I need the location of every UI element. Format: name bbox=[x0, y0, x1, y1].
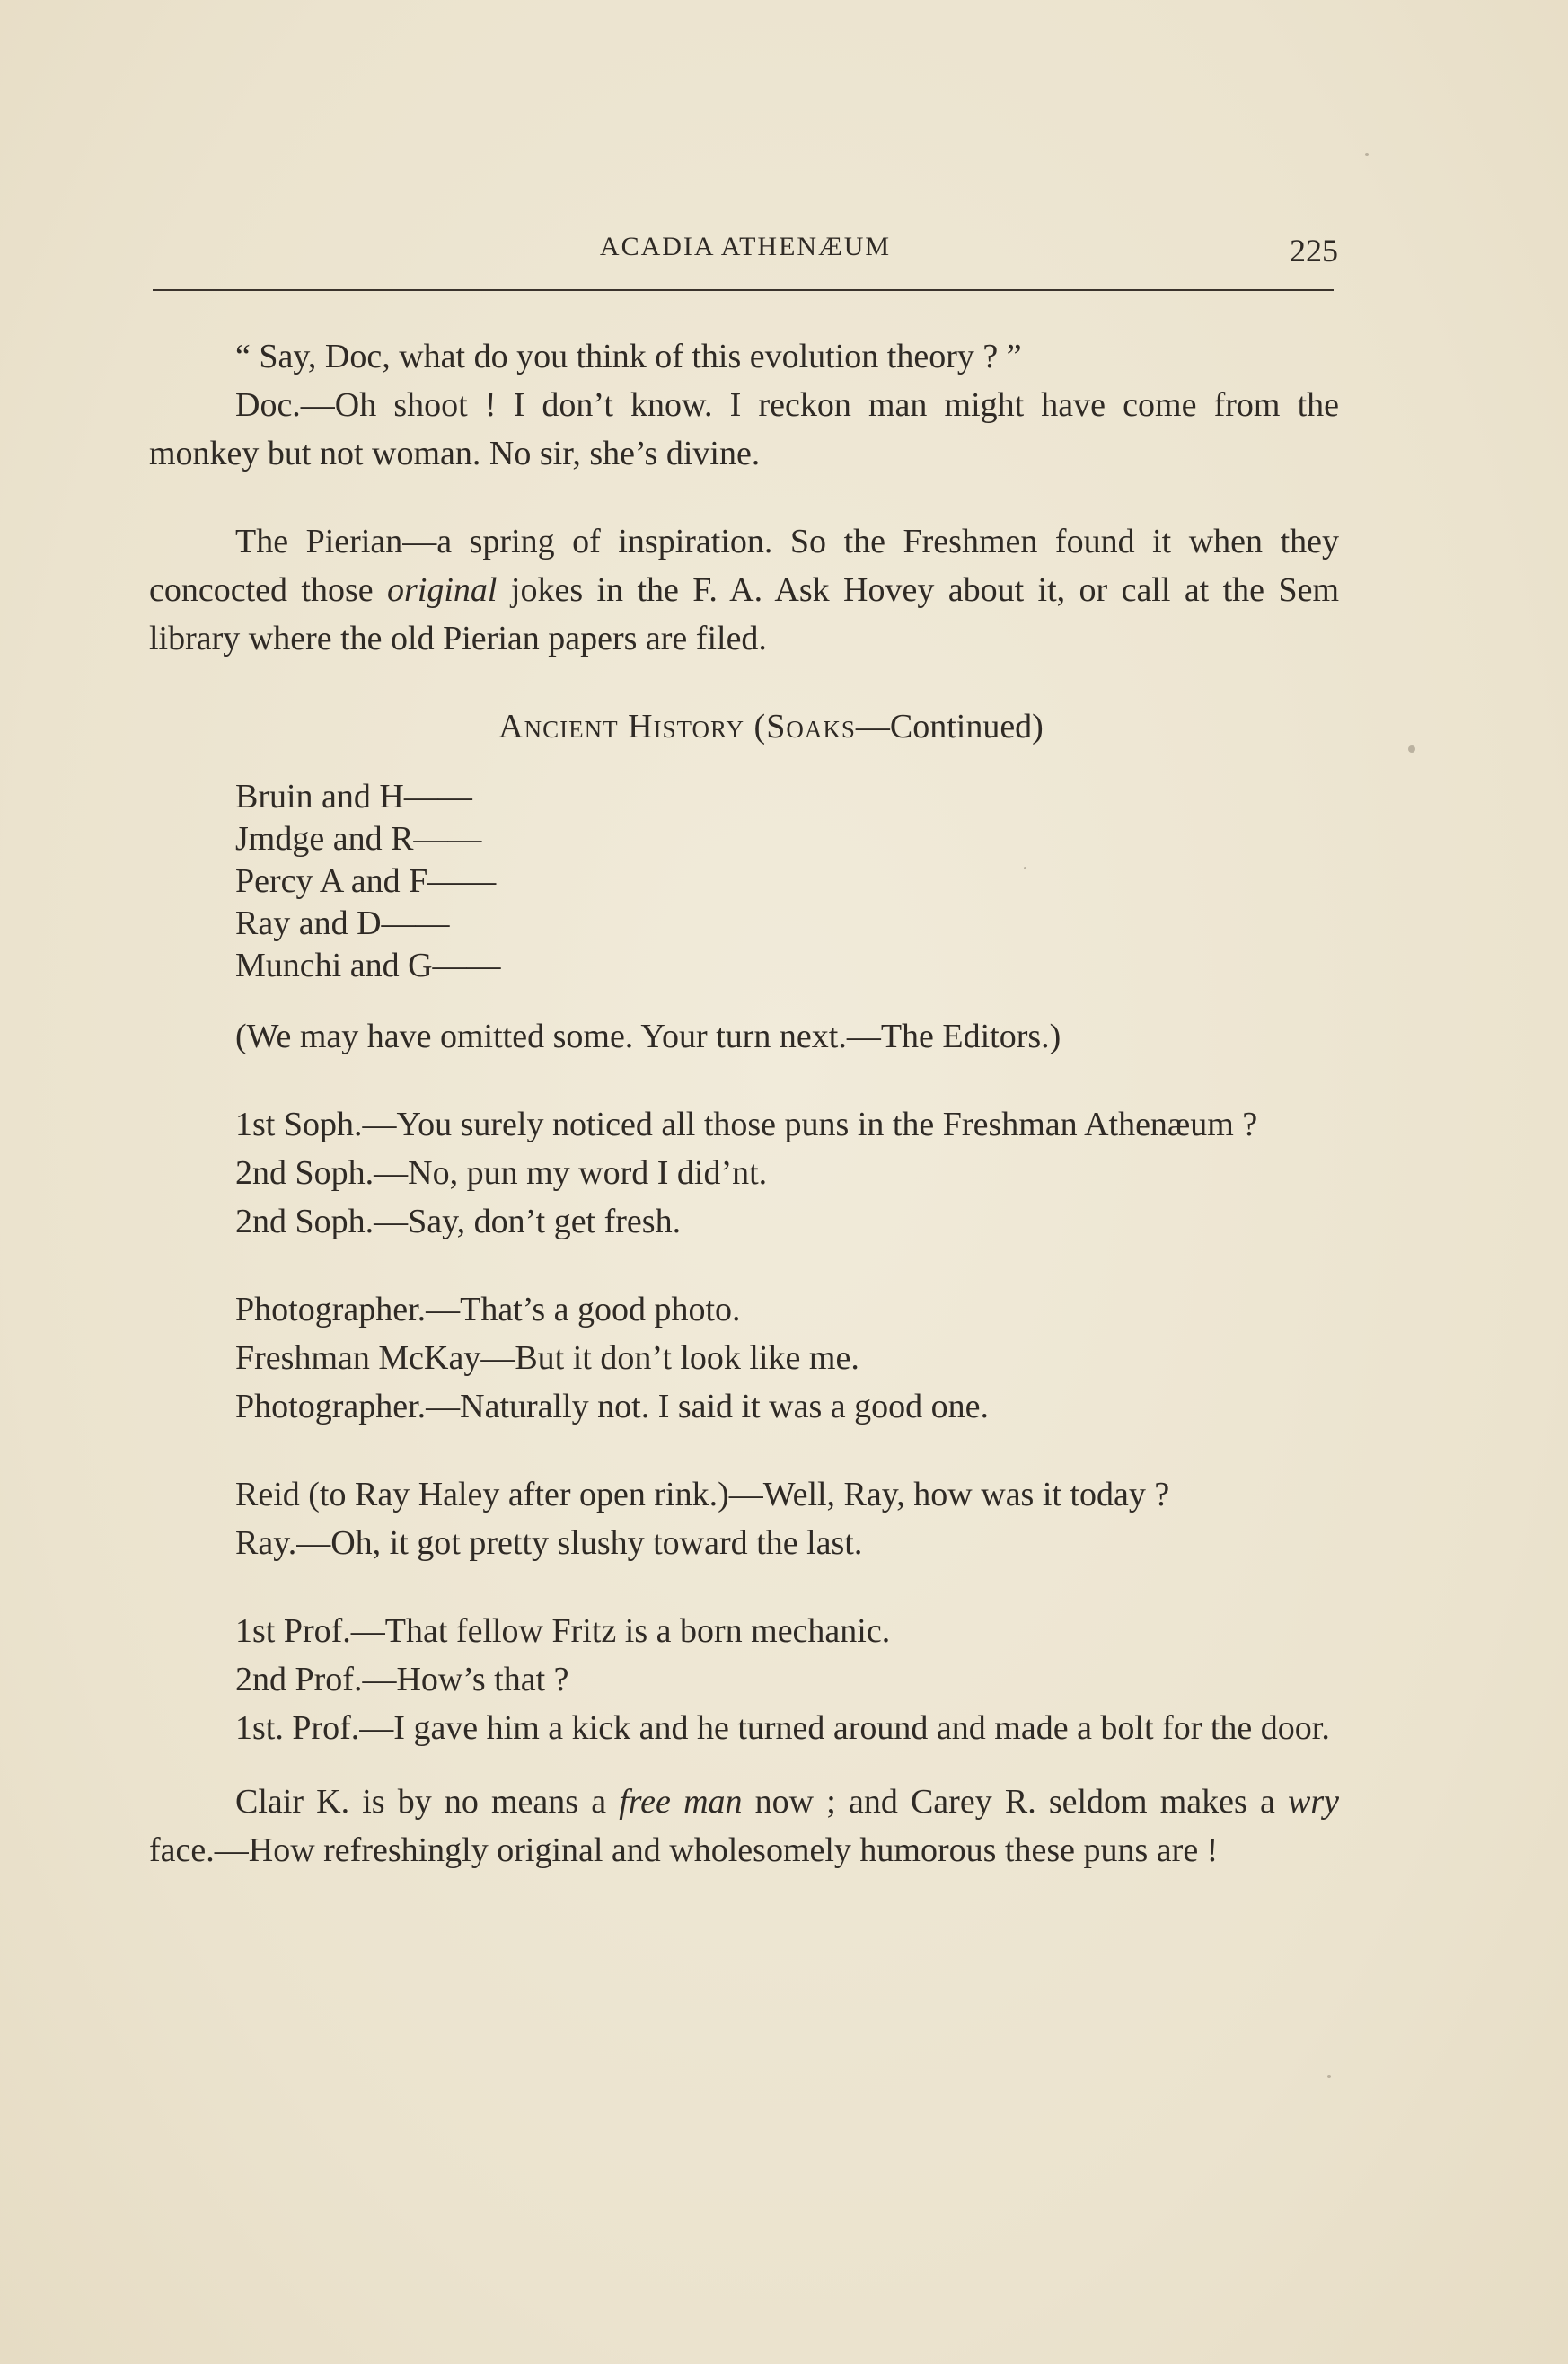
list-item: Ray and D—— bbox=[235, 904, 450, 942]
reid-line-2: Ray.—Oh, it got pretty slushy toward the last. bbox=[235, 1524, 863, 1562]
prof-line-1: 1st Prof.—That fellow Fritz is a born mechanic. bbox=[235, 1612, 891, 1650]
paper-speck bbox=[1327, 2075, 1331, 2078]
heading-part-b: (Soaks bbox=[744, 708, 856, 745]
page-body bbox=[149, 332, 1339, 1874]
clair-italic-2: wry bbox=[1288, 1783, 1339, 1821]
pierian-italic: original bbox=[387, 571, 498, 609]
journal-title: ACADIA ATHENÆUM bbox=[599, 232, 892, 261]
reid-line-1: Reid (to Ray Haley after open rink.)—Well, Ray, how was it today ? bbox=[235, 1476, 1170, 1513]
header-rule bbox=[153, 289, 1334, 291]
soph-line-1: 1st Soph.—You surely noticed all those puns in the Freshman Athenæum ? bbox=[235, 1106, 1258, 1143]
pierian-text-b: jokes in the F. A. Ask Hovey about it, or call at the Sem library where the old Pierian papers are filed. bbox=[149, 571, 1340, 657]
clair-text-a: Clair K. is by no means a bbox=[235, 1783, 620, 1821]
soph-line-2: 2nd Soph.—No, pun my word I did’nt. bbox=[235, 1154, 768, 1192]
list-item: Bruin and H—— bbox=[235, 778, 472, 816]
photo-line-2: Freshman McKay—But it don’t look like me. bbox=[235, 1339, 859, 1377]
running-header bbox=[153, 232, 1338, 277]
paper-speck bbox=[1408, 745, 1415, 753]
paper-speck bbox=[1024, 867, 1026, 869]
clair-italic-1: free man bbox=[619, 1783, 743, 1821]
soph-line-3: 2nd Soph.—Say, don’t get fresh. bbox=[235, 1203, 682, 1240]
evolution-question: “ Say, Doc, what do you think of this evolution theory ? ” bbox=[235, 338, 1022, 375]
ancient-history-heading bbox=[149, 702, 1339, 751]
prof-line-2: 2nd Prof.—How’s that ? bbox=[235, 1661, 569, 1698]
photo-line-3: Photographer.—Naturally not. I said it was a good one. bbox=[235, 1388, 990, 1425]
list-item: Percy A and F—— bbox=[235, 862, 497, 900]
list-item: Jmdge and R—— bbox=[235, 820, 482, 858]
page-number: 225 bbox=[1290, 233, 1338, 269]
evolution-answer: Doc.—Oh shoot ! I don’t know. I reckon man might have come from the monkey but not woman. No sir, she’s divine. bbox=[149, 386, 1339, 472]
clair-text-b: now ; and Carey R. seldom makes a bbox=[742, 1783, 1288, 1821]
editors-note: (We may have omitted some. Your turn next.—The Editors.) bbox=[235, 1018, 1061, 1055]
pierian-paragraph bbox=[149, 517, 1339, 663]
paper-speck bbox=[1365, 153, 1369, 156]
clair-text-c: face.—How refreshingly original and wholesomely humorous these puns are ! bbox=[149, 1831, 1219, 1869]
list-item: Munchi and G—— bbox=[235, 947, 501, 984]
prof-line-3: 1st. Prof.—I gave him a kick and he turned around and made a bolt for the door. bbox=[235, 1709, 1330, 1747]
clair-paragraph bbox=[149, 1777, 1339, 1874]
heading-part-a: Ancient History bbox=[498, 708, 745, 745]
heading-part-c: —Continued) bbox=[855, 708, 1044, 745]
pierian-text-a: The Pierian—a spring of inspiration. So the Freshmen found it when they concocted those bbox=[149, 523, 1339, 609]
photo-line-1: Photographer.—That’s a good photo. bbox=[235, 1291, 741, 1328]
